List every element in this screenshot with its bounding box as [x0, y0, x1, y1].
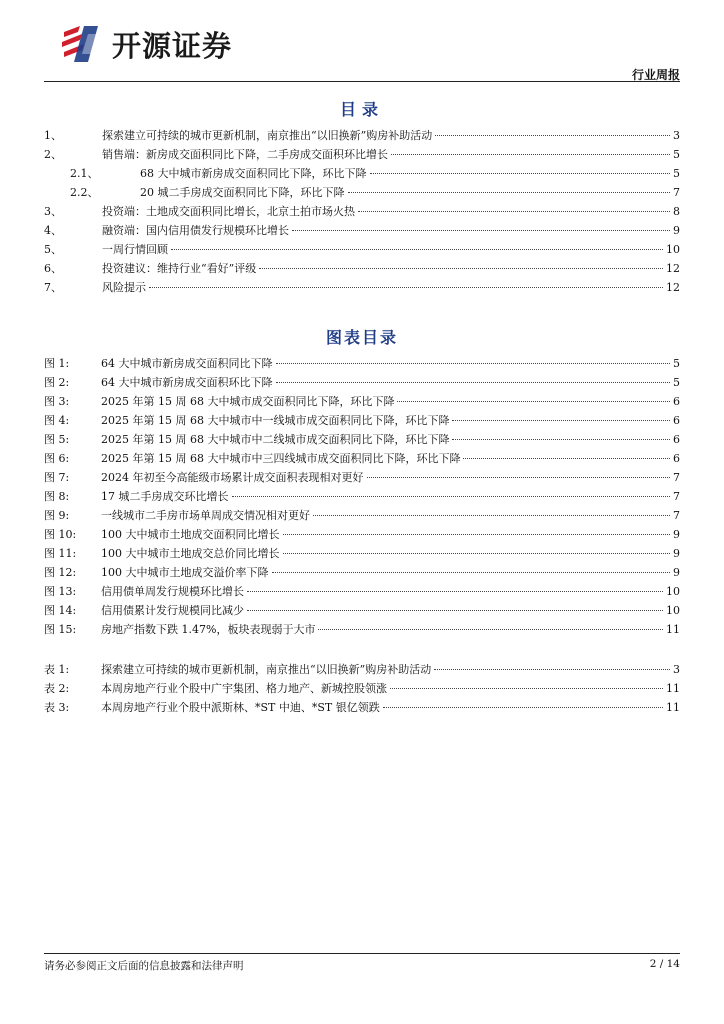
dot-leader [452, 439, 670, 440]
dot-leader [348, 192, 671, 193]
figure-number: 图 10: [44, 528, 77, 541]
footer-page-number: 2 / 14 [649, 958, 680, 970]
table-page: 11 [666, 682, 680, 695]
toc-item[interactable] [44, 259, 680, 278]
dot-leader [370, 173, 671, 174]
toc-item-page: 12 [666, 262, 680, 275]
figure-page: 7 [673, 471, 680, 484]
toc-item-page: 7 [673, 186, 680, 199]
footer-divider [44, 953, 680, 954]
footer-disclaimer: 请务必参阅正文后面的信息披露和法律声明 [44, 960, 244, 972]
figure-item[interactable] [44, 525, 680, 544]
table-number: 表 3: [44, 701, 70, 714]
toc-item-number: 7、 [44, 281, 62, 294]
figure-item[interactable] [44, 601, 680, 620]
toc-item-title: 投资建议：维持行业“看好”评级 [102, 262, 257, 275]
figure-title: 2024 年初至今高能级市场累计成交面积表现相对更好 [101, 471, 364, 484]
dot-leader [358, 211, 670, 212]
figure-page: 5 [673, 376, 680, 389]
toc-item-number: 3、 [44, 205, 62, 218]
table-title: 本周房地产行业个股中广宇集团、格力地产、新城控股领涨 [101, 682, 387, 695]
figure-title: 64 大中城市新房成交面积同比下降 [101, 357, 273, 370]
toc-item-page: 3 [673, 129, 680, 142]
table-item[interactable] [44, 679, 680, 698]
figure-title: 2025 年第 15 周 68 大中城市中二线城市成交面积同比下降，环比下降 [101, 433, 450, 446]
dot-leader [313, 515, 670, 516]
toc-item-title: 68 大中城市新房成交面积同比下降，环比下降 [140, 167, 367, 180]
figure-page: 9 [673, 566, 680, 579]
toc-item-number: 1、 [44, 129, 62, 142]
figure-item[interactable] [44, 373, 680, 392]
figure-page: 6 [673, 395, 680, 408]
table-page: 3 [673, 663, 680, 676]
figure-item[interactable] [44, 354, 680, 373]
figure-page: 9 [673, 528, 680, 541]
figure-number: 图 5: [44, 433, 70, 446]
toc-item-page: 8 [673, 205, 680, 218]
dot-leader [276, 363, 671, 364]
figure-title: 信用债累计发行规模同比减少 [101, 604, 244, 617]
dot-leader [452, 420, 670, 421]
dot-leader [435, 135, 670, 136]
figure-number: 图 8: [44, 490, 70, 503]
figure-item[interactable] [44, 620, 680, 639]
dot-leader [247, 610, 663, 611]
dot-leader [383, 707, 663, 708]
table-item[interactable] [44, 660, 680, 679]
document-type-label: 行业周报 [631, 68, 680, 82]
dot-leader [292, 230, 670, 231]
figure-number: 图 6: [44, 452, 70, 465]
figure-number: 图 4: [44, 414, 70, 427]
header-divider [44, 81, 680, 82]
toc-item[interactable] [44, 202, 680, 221]
figure-page: 10 [666, 585, 680, 598]
toc-item-page: 5 [673, 167, 680, 180]
figure-page: 5 [673, 357, 680, 370]
figure-page: 9 [673, 547, 680, 560]
dot-leader [463, 458, 670, 459]
dot-leader [367, 477, 671, 478]
figure-number: 图 1: [44, 357, 70, 370]
dot-leader [171, 249, 663, 250]
toc-list [44, 126, 680, 297]
figure-title: 一线城市二手房市场单周成交情况相对更好 [101, 509, 310, 522]
toc-item[interactable] [44, 221, 680, 240]
figure-page: 7 [673, 490, 680, 503]
figure-title: 2025 年第 15 周 68 大中城市中一线城市成交面积同比下降，环比下降 [101, 414, 450, 427]
dot-leader [276, 382, 671, 383]
figure-number: 图 13: [44, 585, 77, 598]
figure-page: 6 [673, 414, 680, 427]
figure-title: 2025 年第 15 周 68 大中城市中三四线城市成交面积同比下降，环比下降 [101, 452, 461, 465]
dot-leader [391, 154, 670, 155]
toc-subitem[interactable] [44, 164, 680, 183]
toc-item-title: 投资端：土地成交面积同比增长，北京土拍市场火热 [102, 205, 355, 218]
toc-item-page: 10 [666, 243, 680, 256]
toc-item-number: 2.2、 [70, 186, 99, 199]
figure-page: 7 [673, 509, 680, 522]
figure-title: 100 大中城市土地成交总价同比增长 [101, 547, 280, 560]
table-item[interactable] [44, 698, 680, 717]
toc-item-title: 销售端：新房成交面积同比下降，二手房成交面积环比增长 [102, 148, 388, 161]
toc-item-page: 12 [666, 281, 680, 294]
toc-item-title: 探索建立可持续的城市更新机制，南京推出“以旧换新”购房补助活动 [102, 129, 433, 142]
figure-item[interactable] [44, 582, 680, 601]
figure-title: 100 大中城市土地成交面积同比增长 [101, 528, 280, 541]
toc-item-number: 2、 [44, 148, 62, 161]
figure-item[interactable] [44, 487, 680, 506]
brand-logo [58, 22, 232, 66]
table-title: 探索建立可持续的城市更新机制，南京推出“以旧换新”购房补助活动 [101, 663, 432, 676]
figure-item[interactable] [44, 544, 680, 563]
figure-title: 信用债单周发行规模环比增长 [101, 585, 244, 598]
dot-leader [283, 553, 671, 554]
dot-leader [247, 591, 663, 592]
figure-item[interactable] [44, 411, 680, 430]
dot-leader [283, 534, 671, 535]
table-number: 表 2: [44, 682, 70, 695]
figure-title: 64 大中城市新房成交面积环比下降 [101, 376, 273, 389]
figure-number: 图 3: [44, 395, 70, 408]
dot-leader [318, 629, 663, 630]
toc-item-number: 5、 [44, 243, 62, 256]
toc-item[interactable] [44, 278, 680, 297]
table-number: 表 1: [44, 663, 70, 676]
table-title: 本周房地产行业个股中派斯林、*ST 中迪、*ST 银亿领跌 [101, 701, 380, 714]
dot-leader [397, 401, 670, 402]
figure-page: 6 [673, 433, 680, 446]
toc-item-title: 20 城二手房成交面积同比下降，环比下降 [140, 186, 345, 199]
toc-item-title: 一周行情回顾 [102, 243, 168, 256]
dot-leader [434, 669, 670, 670]
toc-item[interactable] [44, 240, 680, 259]
figure-number: 图 7: [44, 471, 70, 484]
toc-subitem[interactable] [44, 183, 680, 202]
figure-page: 11 [666, 623, 680, 636]
figure-page: 10 [666, 604, 680, 617]
figure-item[interactable] [44, 506, 680, 525]
toc-item-number: 4、 [44, 224, 62, 237]
dot-leader [390, 688, 663, 689]
dot-leader [232, 496, 671, 497]
figure-title: 100 大中城市土地成交溢价率下降 [101, 566, 269, 579]
dot-leader [259, 268, 663, 269]
toc-item-page: 5 [673, 148, 680, 161]
figure-number: 图 12: [44, 566, 77, 579]
figure-item[interactable] [44, 392, 680, 411]
table-list [44, 660, 680, 717]
figure-item[interactable] [44, 430, 680, 449]
toc-item-number: 2.1、 [70, 167, 99, 180]
figure-title: 2025 年第 15 周 68 大中城市成交面积同比下降，环比下降 [101, 395, 395, 408]
figure-number: 图 9: [44, 509, 70, 522]
figure-title: 房地产指数下跌 1.47%，板块表现弱于大市 [101, 623, 316, 636]
brand-logo-icon [58, 24, 104, 64]
brand-name: 开源证券 [112, 28, 233, 63]
figure-title: 17 城二手房成交环比增长 [101, 490, 229, 503]
toc-item-number: 6、 [44, 262, 62, 275]
toc-item-title: 融资端：国内信用债发行规模环比增长 [102, 224, 289, 237]
dot-leader [149, 287, 663, 288]
figure-page: 6 [673, 452, 680, 465]
toc-heading: 目录 [339, 100, 384, 119]
figure-item[interactable] [44, 563, 680, 582]
figure-item[interactable] [44, 449, 680, 468]
figure-number: 图 11: [44, 547, 77, 560]
figure-number: 图 14: [44, 604, 77, 617]
toc-item[interactable] [44, 126, 680, 145]
figure-number: 图 15: [44, 623, 77, 636]
toc-item[interactable] [44, 145, 680, 164]
toc-item-page: 9 [673, 224, 680, 237]
table-page: 11 [666, 701, 680, 714]
figure-list-heading: 图表目录 [325, 328, 398, 347]
figure-item[interactable] [44, 468, 680, 487]
figure-number: 图 2: [44, 376, 70, 389]
toc-item-title: 风险提示 [102, 281, 146, 294]
figure-list [44, 354, 680, 639]
dot-leader [272, 572, 671, 573]
